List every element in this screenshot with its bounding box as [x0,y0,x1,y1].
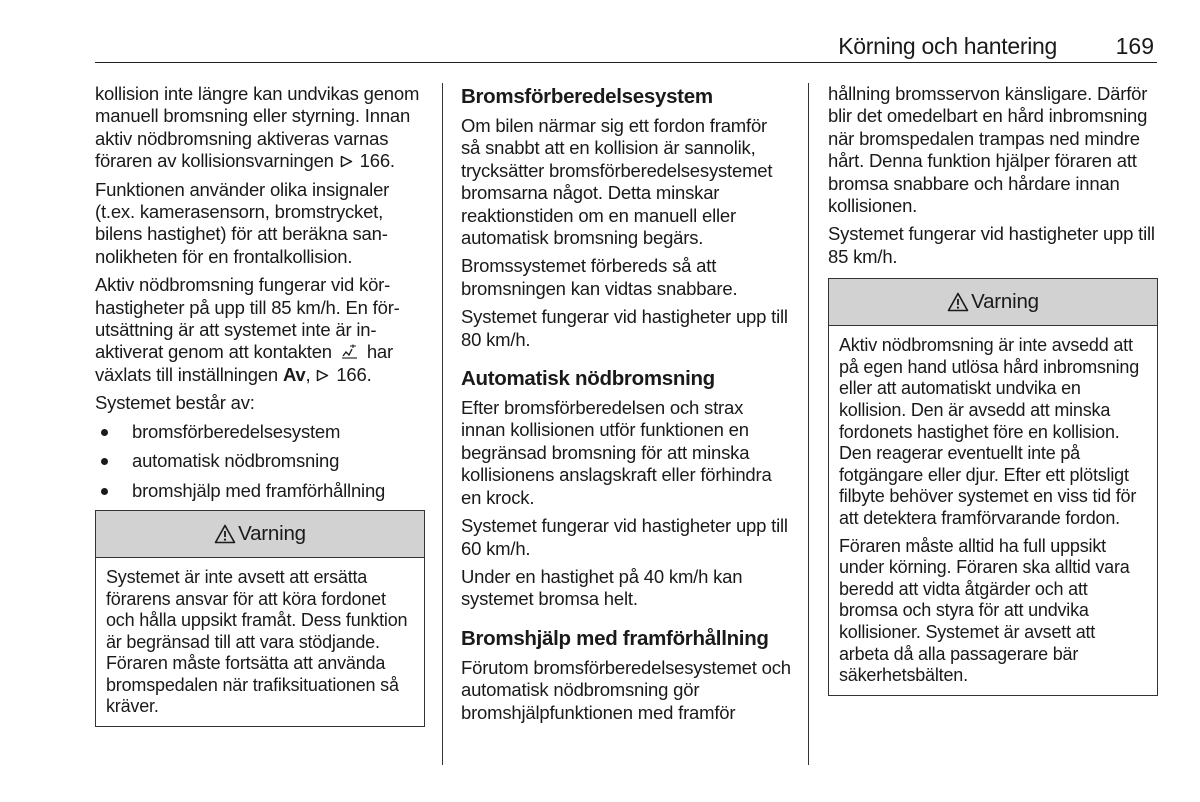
warning-box [95,510,425,727]
paragraph: Om bilen närmar sig ett fordon framför så snabbt att en kollision är sannolik, trycksätter bromsförberedelsesystemet bromsarna något. Detta minskar reaktionstiden om en manuell eller automatisk bromsning begärs. [461,115,773,249]
warning-text: Systemet är inte avsett att ersätta förarens ansvar för att köra fordonet och hålla uppsikt framåt. Dess funktion är begränsad till att vara stödjande. Föraren måste fortsätta att använda bromspedalen när trafiksituationen så kräver. [106,566,408,717]
column-divider [442,83,443,765]
page-header [95,30,1157,63]
bullet-icon [101,488,108,495]
warning-triangle-icon [214,524,236,544]
page-reference-arrow-icon [340,155,353,168]
column-divider [808,83,809,765]
warning-triangle-icon [947,292,969,312]
column-middle [461,83,791,730]
paragraph: Systemet består av: [95,392,255,414]
section-title: Körning och hantering [838,33,1057,59]
paragraph: Systemet fungerar vid hastigheter upp till 85 km/h. [828,223,1155,267]
section-heading: Bromshjälp med framförhållning [461,626,769,650]
page-reference: 166. [336,363,372,385]
paragraph: Förutom bromsförberedelsesystemet och automatisk nödbromsning gör bromshjälpfunktionen med framför [461,656,791,723]
warning-header [96,511,424,558]
list-item: bromsförberedelsesystem [95,421,425,443]
paragraph: Systemet fungerar vid hastigheter upp till 80 km/h. [461,306,788,350]
bullet-icon [101,458,108,465]
warning-body [96,558,424,726]
warning-text: Föraren måste alltid ha full uppsikt under körning. Föraren ska alltid vara beredd att vidta åtgärder och att bromsa och styra för att undvika kollisioner. Systemet är avsett att arbeta då alla passagerare bär säkerhetsbälten. [839,535,1130,686]
paragraph: kollision inte längre kan undvikas genom manuell bromsning eller styrning. Innan aktiv nödbromsning aktiveras varnas föraren av kollisionsvarningen 166. [95,83,420,172]
warning-label: Varning [238,521,306,545]
section-heading: Bromsförberedelsesystem [461,85,713,108]
warning-box [828,278,1158,696]
list-item: bromshjälp med framförhållning [95,480,425,502]
bullet-icon [101,429,108,436]
page-reference-arrow-icon [316,369,329,382]
paragraph: Under en hastighet på 40 km/h kan systemet bromsa helt. [461,565,743,610]
section-heading: Automatisk nödbromsning [461,367,715,391]
list-item: automatisk nödbromsning [95,450,425,472]
column-right [828,83,1158,696]
paragraph: hållning bromsservon känsligare. Därför blir det omedelbart en hård inbromsning när bromspedalen trampas ned mindre hårt. Denna funktion hjälper föraren att bromsa snabbare och hårdare innan kollisionen. [828,83,1148,217]
warning-body [829,326,1157,695]
warning-label: Varning [971,290,1039,314]
collision-alert-switch-icon [341,344,358,359]
page-number: 169 [1115,33,1154,59]
column-left [95,83,425,727]
warning-text: Aktiv nödbromsning är inte avsedd att på egen hand utlösa hård inbromsning eller att automatiskt undvika en kollision. Den är avsedd att minska fordonets hastighet före en kollision. Den reagerar eventuellt inte på fotgängare eller djur. Efter ett plötsligt filbyte behöver systemet en viss tid för att detektera framförvarande fordon. [839,335,1140,528]
paragraph: Systemet fungerar vid hastigheter upp till 60 km/h. [461,515,788,559]
warning-header [829,279,1157,326]
paragraph: Funktionen använder olika insignaler (t.ex. kamerasensorn, bromstrycket, bilens hastighet) för att beräkna sannolikheten för en frontalkollision. [95,178,390,267]
paragraph: Aktiv nödbromsning fungerar vid körhastigheter på upp till 85 km/h. En förutsättning är att systemet inte är inaktiverat genom att kontakten har växlats till inställningen Av, 166. [95,274,400,385]
page-reference: 166. [359,150,395,172]
bullet-list [95,421,425,502]
paragraph: Efter bromsförberedelsen och strax innan kollisionen utför funktionen en begränsad bromsning för att minska kollisionens anslagskraft eller förhindra en krock. [461,397,772,508]
paragraph: Bromssystemet förbereds så att bromsningen kan vidtas snabbare. [461,255,738,299]
